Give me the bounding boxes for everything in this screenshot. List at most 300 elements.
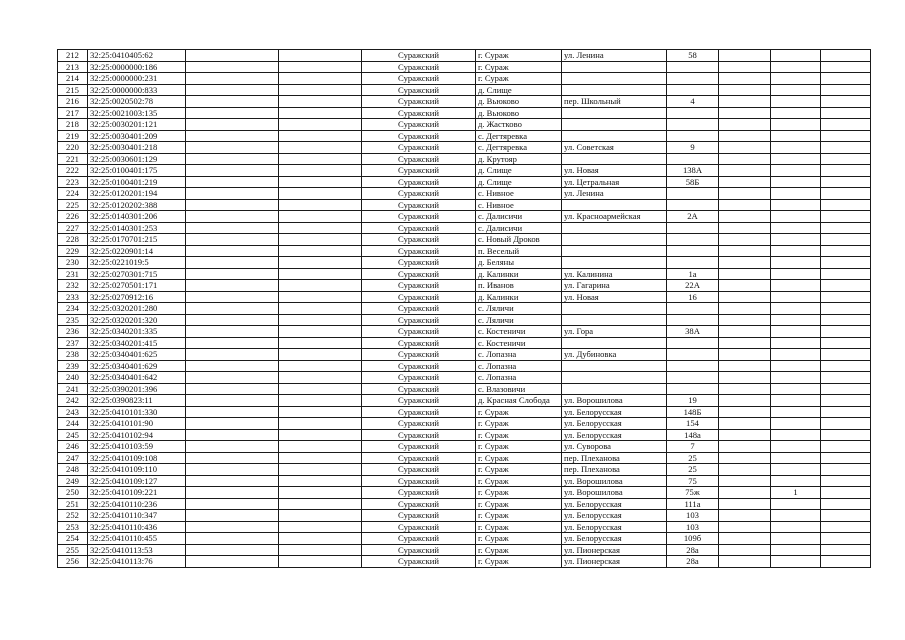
- cell-flag-col: [771, 395, 821, 407]
- cell-house-number: 58: [667, 50, 719, 62]
- cell-district: Суражский: [362, 498, 476, 510]
- cell-row-number: 219: [58, 130, 88, 142]
- cell-district: Суражский: [362, 291, 476, 303]
- cell-blank-col-a: [186, 199, 279, 211]
- cell-settlement: г. Сураж: [476, 441, 562, 453]
- cell-blank-col-c: [719, 475, 771, 487]
- cell-cadastral-number: 32:25:0030401:209: [88, 130, 186, 142]
- cell-blank-col-d: [821, 142, 871, 154]
- cell-blank-col-d: [821, 130, 871, 142]
- cell-blank-col-b: [279, 199, 362, 211]
- cell-flag-col: [771, 498, 821, 510]
- cell-blank-col-c: [719, 211, 771, 223]
- cell-blank-col-b: [279, 188, 362, 200]
- cell-cadastral-number: 32:25:0000000:186: [88, 61, 186, 73]
- cell-row-number: 217: [58, 107, 88, 119]
- cell-flag-col: [771, 153, 821, 165]
- cell-blank-col-b: [279, 222, 362, 234]
- table-row: [58, 222, 871, 234]
- cell-flag-col: [771, 464, 821, 476]
- table-row: [58, 521, 871, 533]
- cell-settlement: д. Слище: [476, 176, 562, 188]
- cell-cadastral-number: 32:25:0320201:280: [88, 303, 186, 315]
- cell-cadastral-number: 32:25:0030601:129: [88, 153, 186, 165]
- cell-blank-col-a: [186, 165, 279, 177]
- cell-blank-col-a: [186, 429, 279, 441]
- cell-cadastral-number: 32:25:0410101:330: [88, 406, 186, 418]
- cell-cadastral-number: 32:25:0340201:335: [88, 326, 186, 338]
- cell-flag-col: [771, 188, 821, 200]
- cell-cadastral-number: 32:25:0410110:236: [88, 498, 186, 510]
- cell-district: Суражский: [362, 303, 476, 315]
- cell-flag-col: [771, 50, 821, 62]
- cell-blank-col-b: [279, 452, 362, 464]
- cell-street: ул. Цетральная: [562, 176, 667, 188]
- cell-blank-col-b: [279, 107, 362, 119]
- cell-house-number: 38А: [667, 326, 719, 338]
- cell-street: ул. Белорусская: [562, 429, 667, 441]
- cell-blank-col-c: [719, 452, 771, 464]
- cell-street: ул. Советская: [562, 142, 667, 154]
- table-row: [58, 452, 871, 464]
- cell-flag-col: [771, 406, 821, 418]
- cell-settlement: с. Влазовичи: [476, 383, 562, 395]
- cell-settlement: с. Нивное: [476, 188, 562, 200]
- cell-house-number: [667, 360, 719, 372]
- cell-district: Суражский: [362, 107, 476, 119]
- cell-district: Суражский: [362, 521, 476, 533]
- cell-blank-col-d: [821, 291, 871, 303]
- cell-cadastral-number: 32:25:0030201:121: [88, 119, 186, 131]
- cell-cadastral-number: 32:25:0030401:218: [88, 142, 186, 154]
- cell-street: ул. Ворошилова: [562, 395, 667, 407]
- cell-settlement: г. Сураж: [476, 544, 562, 556]
- cell-blank-col-c: [719, 268, 771, 280]
- cell-house-number: 16: [667, 291, 719, 303]
- cell-row-number: 231: [58, 268, 88, 280]
- cell-settlement: г. Сураж: [476, 556, 562, 568]
- cell-settlement: г. Сураж: [476, 510, 562, 522]
- cell-row-number: 247: [58, 452, 88, 464]
- cell-blank-col-a: [186, 475, 279, 487]
- table-row: [58, 510, 871, 522]
- cell-flag-col: [771, 303, 821, 315]
- cell-settlement: д. Красная Слобода: [476, 395, 562, 407]
- cell-blank-col-a: [186, 119, 279, 131]
- cell-blank-col-a: [186, 176, 279, 188]
- cell-blank-col-b: [279, 441, 362, 453]
- cell-street: ул. Пионерская: [562, 556, 667, 568]
- cell-blank-col-b: [279, 280, 362, 292]
- cell-blank-col-d: [821, 406, 871, 418]
- table-row: [58, 337, 871, 349]
- cell-district: Суражский: [362, 429, 476, 441]
- cell-cadastral-number: 32:25:0340401:642: [88, 372, 186, 384]
- registry-table: [57, 49, 871, 568]
- table-row: [58, 257, 871, 269]
- cell-blank-col-d: [821, 521, 871, 533]
- cell-blank-col-a: [186, 372, 279, 384]
- cell-blank-col-d: [821, 153, 871, 165]
- cell-cadastral-number: 32:25:0410109:127: [88, 475, 186, 487]
- cell-blank-col-d: [821, 429, 871, 441]
- cell-settlement: г. Сураж: [476, 50, 562, 62]
- cell-blank-col-a: [186, 130, 279, 142]
- cell-house-number: [667, 245, 719, 257]
- cell-district: Суражский: [362, 556, 476, 568]
- cell-house-number: 138А: [667, 165, 719, 177]
- cell-blank-col-c: [719, 234, 771, 246]
- cell-street: [562, 257, 667, 269]
- cell-blank-col-a: [186, 303, 279, 315]
- cell-cadastral-number: 32:25:0410113:53: [88, 544, 186, 556]
- cell-blank-col-a: [186, 326, 279, 338]
- cell-district: Суражский: [362, 383, 476, 395]
- cell-district: Суражский: [362, 418, 476, 430]
- cell-blank-col-d: [821, 84, 871, 96]
- cell-blank-col-d: [821, 475, 871, 487]
- cell-flag-col: [771, 383, 821, 395]
- cell-street: [562, 372, 667, 384]
- cell-street: [562, 61, 667, 73]
- cell-blank-col-d: [821, 510, 871, 522]
- cell-blank-col-c: [719, 360, 771, 372]
- cell-blank-col-d: [821, 383, 871, 395]
- cell-blank-col-a: [186, 510, 279, 522]
- cell-cadastral-number: 32:25:0410109:110: [88, 464, 186, 476]
- cell-street: [562, 84, 667, 96]
- cell-blank-col-c: [719, 73, 771, 85]
- cell-blank-col-a: [186, 487, 279, 499]
- cell-flag-col: [771, 521, 821, 533]
- cell-blank-col-d: [821, 280, 871, 292]
- cell-blank-col-d: [821, 452, 871, 464]
- cell-street: ул. Новая: [562, 165, 667, 177]
- cell-cadastral-number: 32:25:0120202:388: [88, 199, 186, 211]
- cell-street: [562, 245, 667, 257]
- cell-district: Суражский: [362, 280, 476, 292]
- cell-blank-col-b: [279, 84, 362, 96]
- cell-flag-col: [771, 222, 821, 234]
- cell-house-number: [667, 61, 719, 73]
- cell-settlement: с. Дегтяревка: [476, 130, 562, 142]
- cell-house-number: 1а: [667, 268, 719, 280]
- cell-blank-col-c: [719, 406, 771, 418]
- cell-district: Суражский: [362, 188, 476, 200]
- cell-row-number: 226: [58, 211, 88, 223]
- cell-house-number: 148Б: [667, 406, 719, 418]
- table-row: [58, 349, 871, 361]
- cell-blank-col-b: [279, 383, 362, 395]
- cell-blank-col-b: [279, 211, 362, 223]
- table-row: [58, 441, 871, 453]
- cell-cadastral-number: 32:25:0000000:231: [88, 73, 186, 85]
- cell-street: ул. Красноармейская: [562, 211, 667, 223]
- cell-house-number: [667, 337, 719, 349]
- cell-flag-col: [771, 326, 821, 338]
- cell-flag-col: [771, 533, 821, 545]
- cell-blank-col-a: [186, 349, 279, 361]
- cell-blank-col-a: [186, 452, 279, 464]
- cell-district: Суражский: [362, 441, 476, 453]
- cell-house-number: 28а: [667, 544, 719, 556]
- table-row: [58, 372, 871, 384]
- cell-settlement: г. Сураж: [476, 487, 562, 499]
- cell-flag-col: 1: [771, 487, 821, 499]
- cell-settlement: г. Сураж: [476, 498, 562, 510]
- cell-blank-col-b: [279, 372, 362, 384]
- cell-row-number: 238: [58, 349, 88, 361]
- table-row: [58, 544, 871, 556]
- cell-blank-col-c: [719, 165, 771, 177]
- cell-row-number: 213: [58, 61, 88, 73]
- cell-row-number: 250: [58, 487, 88, 499]
- cell-blank-col-c: [719, 349, 771, 361]
- cell-row-number: 220: [58, 142, 88, 154]
- cell-street: ул. Гагарина: [562, 280, 667, 292]
- cell-district: Суражский: [362, 142, 476, 154]
- cell-blank-col-a: [186, 383, 279, 395]
- cell-flag-col: [771, 142, 821, 154]
- cell-blank-col-c: [719, 245, 771, 257]
- cell-blank-col-a: [186, 280, 279, 292]
- cell-district: Суражский: [362, 130, 476, 142]
- cell-row-number: 248: [58, 464, 88, 476]
- cell-flag-col: [771, 61, 821, 73]
- cell-blank-col-b: [279, 326, 362, 338]
- cell-blank-col-c: [719, 337, 771, 349]
- table-row: [58, 268, 871, 280]
- cell-cadastral-number: 32:25:0410405:62: [88, 50, 186, 62]
- cell-blank-col-d: [821, 464, 871, 476]
- cell-house-number: [667, 119, 719, 131]
- cell-street: ул. Пионерская: [562, 544, 667, 556]
- cell-blank-col-d: [821, 360, 871, 372]
- cell-street: ул. Белорусская: [562, 521, 667, 533]
- cell-blank-col-b: [279, 176, 362, 188]
- cell-row-number: 241: [58, 383, 88, 395]
- cell-flag-col: [771, 176, 821, 188]
- cell-blank-col-b: [279, 498, 362, 510]
- cell-blank-col-a: [186, 222, 279, 234]
- cell-blank-col-c: [719, 464, 771, 476]
- table-row: [58, 383, 871, 395]
- cell-house-number: [667, 188, 719, 200]
- cell-blank-col-d: [821, 372, 871, 384]
- cell-settlement: д. Калинки: [476, 268, 562, 280]
- cell-street: пер. Школьный: [562, 96, 667, 108]
- cell-district: Суражский: [362, 464, 476, 476]
- cell-blank-col-d: [821, 487, 871, 499]
- cell-district: Суражский: [362, 165, 476, 177]
- cell-settlement: с. Ляличи: [476, 314, 562, 326]
- cell-flag-col: [771, 130, 821, 142]
- cell-flag-col: [771, 257, 821, 269]
- cell-flag-col: [771, 372, 821, 384]
- table-row: [58, 73, 871, 85]
- cell-blank-col-b: [279, 521, 362, 533]
- cell-flag-col: [771, 337, 821, 349]
- table-row: [58, 96, 871, 108]
- cell-cadastral-number: 32:25:0340401:625: [88, 349, 186, 361]
- table-row: [58, 211, 871, 223]
- cell-house-number: [667, 130, 719, 142]
- cell-row-number: 236: [58, 326, 88, 338]
- cell-blank-col-c: [719, 280, 771, 292]
- cell-row-number: 255: [58, 544, 88, 556]
- cell-district: Суражский: [362, 61, 476, 73]
- table-body: [58, 50, 871, 568]
- cell-blank-col-a: [186, 61, 279, 73]
- cell-street: пер. Плеханова: [562, 464, 667, 476]
- cell-street: пер. Плеханова: [562, 452, 667, 464]
- table-row: [58, 50, 871, 62]
- cell-blank-col-b: [279, 303, 362, 315]
- cell-row-number: 228: [58, 234, 88, 246]
- cell-street: [562, 119, 667, 131]
- cell-blank-col-a: [186, 360, 279, 372]
- cell-blank-col-c: [719, 50, 771, 62]
- cell-district: Суражский: [362, 533, 476, 545]
- cell-cadastral-number: 32:25:0270912:16: [88, 291, 186, 303]
- cell-row-number: 254: [58, 533, 88, 545]
- cell-blank-col-c: [719, 130, 771, 142]
- cell-cadastral-number: 32:25:0140301:206: [88, 211, 186, 223]
- cell-cadastral-number: 32:25:0410109:108: [88, 452, 186, 464]
- cell-district: Суражский: [362, 395, 476, 407]
- table-row: [58, 395, 871, 407]
- cell-settlement: д. Слище: [476, 165, 562, 177]
- cell-blank-col-b: [279, 475, 362, 487]
- cell-blank-col-d: [821, 337, 871, 349]
- cell-street: [562, 314, 667, 326]
- cell-blank-col-a: [186, 188, 279, 200]
- cell-blank-col-a: [186, 498, 279, 510]
- cell-blank-col-d: [821, 498, 871, 510]
- cell-blank-col-d: [821, 199, 871, 211]
- cell-house-number: [667, 234, 719, 246]
- cell-cadastral-number: 32:25:0000000:833: [88, 84, 186, 96]
- cell-cadastral-number: 32:25:0410113:76: [88, 556, 186, 568]
- cell-house-number: 58Б: [667, 176, 719, 188]
- cell-settlement: с. Лопазна: [476, 372, 562, 384]
- cell-district: Суражский: [362, 96, 476, 108]
- cell-cadastral-number: 32:25:0410110:347: [88, 510, 186, 522]
- cell-flag-col: [771, 165, 821, 177]
- cell-street: [562, 383, 667, 395]
- cell-blank-col-d: [821, 395, 871, 407]
- cell-house-number: [667, 199, 719, 211]
- cell-blank-col-c: [719, 199, 771, 211]
- cell-blank-col-d: [821, 222, 871, 234]
- cell-blank-col-a: [186, 291, 279, 303]
- cell-cadastral-number: 32:25:0410103:59: [88, 441, 186, 453]
- table-row: [58, 360, 871, 372]
- cell-blank-col-d: [821, 50, 871, 62]
- cell-blank-col-d: [821, 314, 871, 326]
- cell-blank-col-c: [719, 487, 771, 499]
- cell-street: [562, 130, 667, 142]
- cell-street: ул. Новая: [562, 291, 667, 303]
- cell-blank-col-b: [279, 487, 362, 499]
- cell-blank-col-b: [279, 556, 362, 568]
- cell-district: Суражский: [362, 153, 476, 165]
- cell-blank-col-d: [821, 441, 871, 453]
- cell-district: Суражский: [362, 73, 476, 85]
- cell-cadastral-number: 32:25:0410101:90: [88, 418, 186, 430]
- cell-street: [562, 107, 667, 119]
- cell-blank-col-a: [186, 257, 279, 269]
- cell-blank-col-d: [821, 61, 871, 73]
- cell-blank-col-c: [719, 521, 771, 533]
- cell-blank-col-d: [821, 533, 871, 545]
- cell-flag-col: [771, 510, 821, 522]
- cell-row-number: 229: [58, 245, 88, 257]
- cell-house-number: [667, 107, 719, 119]
- cell-row-number: 214: [58, 73, 88, 85]
- cell-district: Суражский: [362, 487, 476, 499]
- cell-cadastral-number: 32:25:0020502:78: [88, 96, 186, 108]
- cell-cadastral-number: 32:25:0140301:253: [88, 222, 186, 234]
- cell-district: Суражский: [362, 257, 476, 269]
- cell-cadastral-number: 32:25:0340401:629: [88, 360, 186, 372]
- table-row: [58, 107, 871, 119]
- cell-blank-col-b: [279, 349, 362, 361]
- cell-settlement: г. Сураж: [476, 418, 562, 430]
- cell-house-number: 75ж: [667, 487, 719, 499]
- cell-house-number: [667, 349, 719, 361]
- cell-street: ул. Белорусская: [562, 533, 667, 545]
- cell-blank-col-d: [821, 165, 871, 177]
- cell-blank-col-c: [719, 303, 771, 315]
- cell-blank-col-b: [279, 510, 362, 522]
- table-row: [58, 464, 871, 476]
- cell-blank-col-d: [821, 418, 871, 430]
- cell-flag-col: [771, 291, 821, 303]
- cell-blank-col-b: [279, 142, 362, 154]
- cell-settlement: с. Нивное: [476, 199, 562, 211]
- cell-row-number: 237: [58, 337, 88, 349]
- cell-blank-col-b: [279, 245, 362, 257]
- cell-district: Суражский: [362, 84, 476, 96]
- cell-row-number: 223: [58, 176, 88, 188]
- table-row: [58, 245, 871, 257]
- cell-house-number: 22А: [667, 280, 719, 292]
- cell-cadastral-number: 32:25:0120201:194: [88, 188, 186, 200]
- cell-blank-col-c: [719, 314, 771, 326]
- cell-house-number: 154: [667, 418, 719, 430]
- cell-street: [562, 337, 667, 349]
- cell-settlement: п. Веселый: [476, 245, 562, 257]
- cell-blank-col-d: [821, 234, 871, 246]
- cell-blank-col-a: [186, 84, 279, 96]
- cell-row-number: 225: [58, 199, 88, 211]
- cell-blank-col-c: [719, 418, 771, 430]
- cell-cadastral-number: 32:25:0410110:436: [88, 521, 186, 533]
- cell-house-number: [667, 84, 719, 96]
- cell-blank-col-c: [719, 222, 771, 234]
- cell-house-number: 7: [667, 441, 719, 453]
- cell-district: Суражский: [362, 245, 476, 257]
- cell-blank-col-d: [821, 326, 871, 338]
- cell-street: [562, 234, 667, 246]
- cell-cadastral-number: 32:25:0320201:320: [88, 314, 186, 326]
- cell-settlement: с. Далисичи: [476, 211, 562, 223]
- cell-blank-col-a: [186, 556, 279, 568]
- cell-street: ул. Белорусская: [562, 406, 667, 418]
- table-row: [58, 556, 871, 568]
- cell-street: ул. Белорусская: [562, 418, 667, 430]
